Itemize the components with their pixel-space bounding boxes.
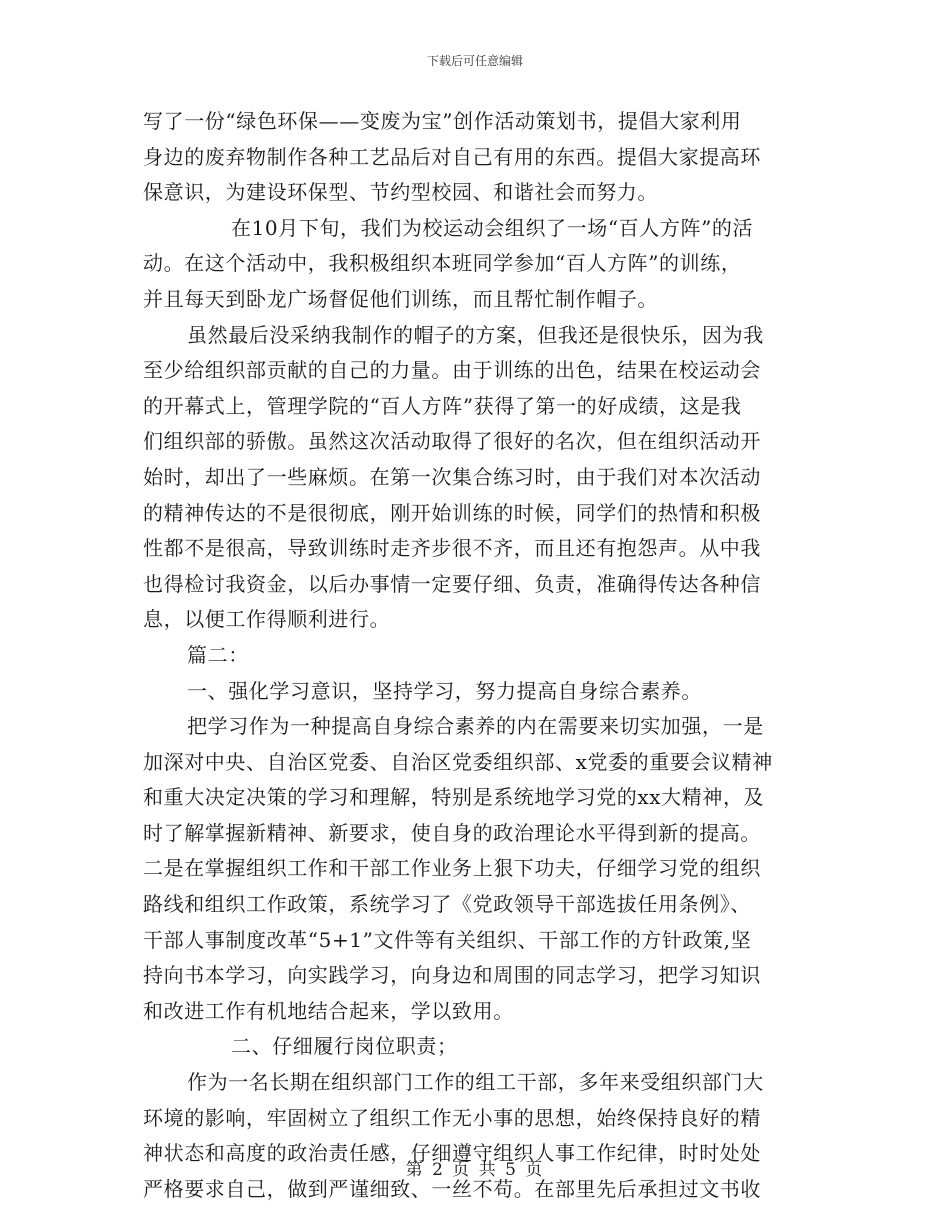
text-line: 时了解掌握新精神、新要求，使自身的政治理论水平得到新的提高。 [143, 820, 761, 845]
text-line: 在10月下旬，我们为校运动会组织了一场“百人方阵”的活 [231, 215, 754, 240]
text-line: 路线和组织工作政策，系统学习了《党政领导干部选拔任用条例》、 [143, 892, 751, 917]
text-line: 二是在掌握组织工作和干部工作业务上狠下功夫，仔细学习党的组织 [143, 856, 761, 881]
text-line: 们组织部的骄傲。虽然这次活动取得了很好的名次，但在组织活动开 [143, 429, 761, 454]
text-line: 持向书本学习，向实践学习，向身边和周围的同志学习，把学习知识 [143, 963, 761, 988]
text-line: 干部人事制度改革“5+1”文件等有关组织、干部工作的方针政策,坚 [143, 927, 752, 952]
text-line: 始时，却出了一些麻烦。在第一次集合练习时，由于我们对本次活动 [143, 464, 761, 489]
text-line: 和重大决定决策的学习和理解，特别是系统地学习党的xx大精神，及 [143, 785, 765, 810]
text-line: 的精神传达的不是很彻底，刚开始训练的时候，同学们的热情和积极 [143, 500, 761, 525]
section-heading: 二、仔细履行岗位职责； [231, 1034, 458, 1059]
document-body [143, 104, 807, 1207]
text-line: 环境的影响，牢固树立了组织工作无小事的思想，始终保持良好的精 [143, 1105, 761, 1130]
text-line: 的开幕式上，管理学院的“百人方阵”获得了第一的好成绩，这是我 [143, 393, 742, 418]
text-line: 把学习作为一种提高自身综合素养的内在需要来切实加强，一是 [187, 714, 764, 739]
text-line: 身边的废弃物制作各种工艺品后对自己有用的东西。提倡大家提高环 [143, 144, 761, 169]
text-line: 严格要求自己，做到严谨细致、一丝不苟。在部里先后承担过文书收 [143, 1176, 761, 1201]
text-line: 并且每天到卧龙广场督促他们训练，而且帮忙制作帽子。 [143, 286, 658, 311]
text-line: 至少给组织部贡献的自己的力量。由于训练的出色，结果在校运动会 [143, 358, 761, 383]
text-line: 性都不是很高，导致训练时走齐步很不齐，而且还有抱怨声。从中我 [143, 536, 761, 561]
text-line: 也得检讨我资金，以后办事情一定要仔细、负责，准确得传达各种信 [143, 571, 761, 596]
text-line: 加深对中央、自治区党委、自治区党委组织部、x党委的重要会议精神 [143, 749, 773, 774]
text-line: 作为一名长期在组织部门工作的组工干部，多年来受组织部门大 [187, 1070, 764, 1095]
page-header: 下载后可任意编辑 [426, 54, 523, 68]
page-footer: 第 2 页 共 5 页 [405, 1160, 545, 1180]
section-heading: 篇二： [187, 642, 249, 667]
text-line: 神状态和高度的政治责任感，仔细遵守组织人事工作纪律，时时处处 [143, 1141, 761, 1166]
section-heading: 一、强化学习意识，坚持学习，努力提高自身综合素养。 [187, 678, 702, 703]
text-line: 写了一份“绿色环保——变废为宝”创作活动策划书，提倡大家利用 [143, 109, 742, 133]
text-line: 虽然最后没采纳我制作的帽子的方案，但我还是很快乐，因为我 [187, 322, 764, 347]
text-line: 和改进工作有机地结合起来，学以致用。 [143, 998, 514, 1023]
text-line: 保意识，为建设环保型、节约型校园、和谐社会而努力。 [143, 180, 658, 205]
text-line: 动。在这个活动中，我积极组织本班同学参加“百人方阵”的训练， [143, 251, 742, 276]
text-line: 息，以便工作得顺利进行。 [143, 607, 391, 632]
